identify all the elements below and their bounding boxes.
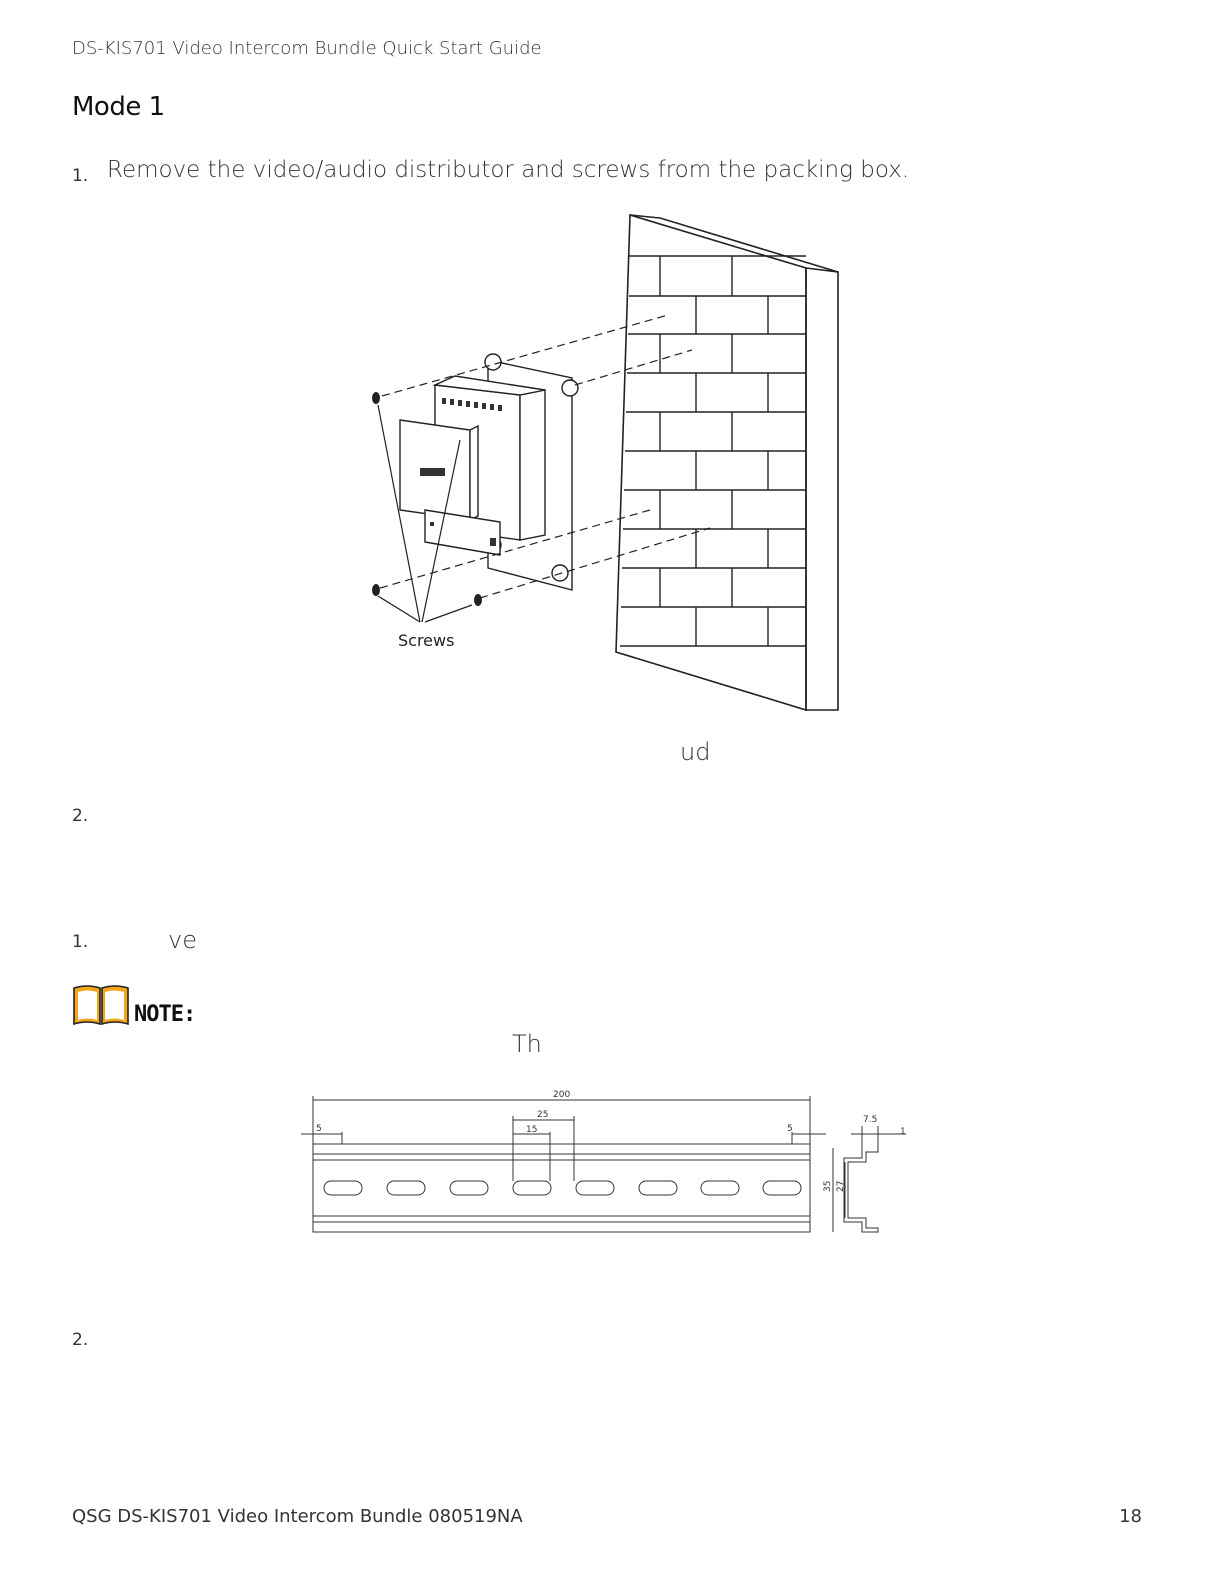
dim-label: 35 xyxy=(823,1180,833,1192)
step-number: 2. xyxy=(72,1330,89,1350)
dim-label: 7.5 xyxy=(863,1115,878,1125)
page-number: 18 xyxy=(1119,1506,1142,1527)
dim-label: 1 xyxy=(900,1127,906,1137)
step-text: ve xyxy=(168,926,197,954)
step-text: Remove the video/audio distributor and screws from the packing box. xyxy=(107,157,910,183)
dim-label: 27 xyxy=(836,1180,846,1192)
step-number: 1. xyxy=(72,932,89,952)
page-header: DS-KIS701 Video Intercom Bundle Quick Start Guide xyxy=(72,38,542,59)
footer-doc-id: QSG DS-KIS701 Video Intercom Bundle 080519NA xyxy=(72,1506,523,1527)
din-rail-drawing xyxy=(296,1082,916,1242)
text-fragment: Th xyxy=(512,1030,542,1058)
dim-label: 5 xyxy=(316,1124,322,1134)
dim-label: 5 xyxy=(787,1124,793,1134)
note-label: NOTE: xyxy=(134,1002,196,1027)
text-fragment: ud xyxy=(680,738,711,766)
dim-label: 200 xyxy=(553,1090,571,1100)
step-number: 1. xyxy=(72,166,89,186)
dim-label: 15 xyxy=(526,1125,538,1135)
book-note-icon xyxy=(72,984,132,1028)
wall-mount-illustration xyxy=(360,210,850,715)
section-title: Mode 1 xyxy=(72,92,165,122)
dim-label: 25 xyxy=(537,1110,549,1120)
screws-label: Screws xyxy=(398,631,455,650)
step-number: 2. xyxy=(72,806,89,826)
